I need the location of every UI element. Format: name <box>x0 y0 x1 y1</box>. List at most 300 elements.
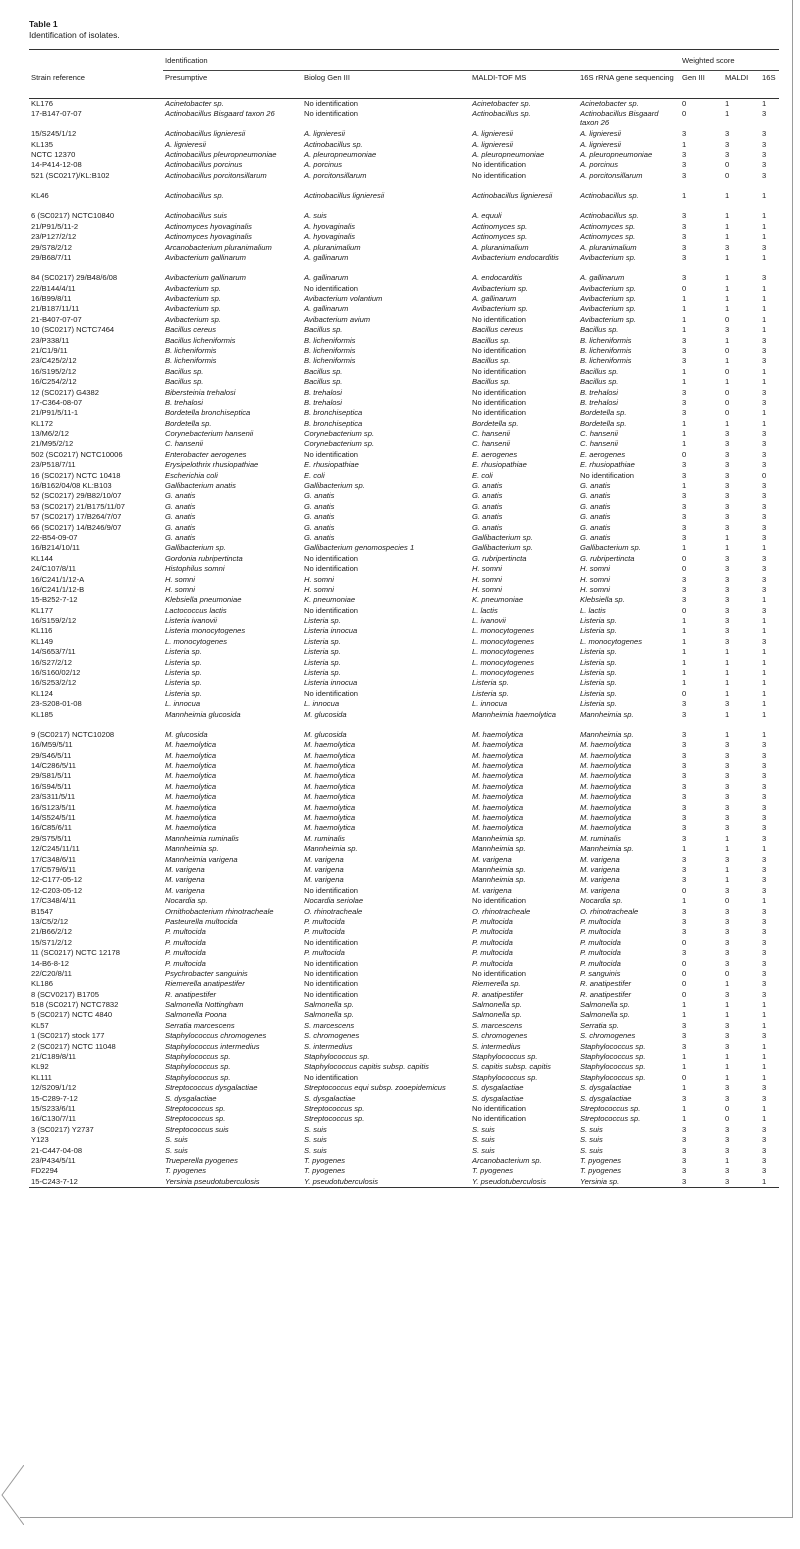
biolog-cell: G. anatis <box>304 532 335 542</box>
table-row <box>29 792 779 802</box>
sequencing-cell: A. pleuropneumoniae <box>580 149 653 159</box>
gen3-score-cell: 3 <box>682 916 687 926</box>
biolog-cell: G. anatis <box>304 491 335 501</box>
maldi-cell: No identification <box>472 160 527 170</box>
biolog-cell: M. haemolytica <box>304 802 356 812</box>
biolog-cell: M. varigena <box>304 854 344 864</box>
sequencing-cell: G. anatis <box>580 512 611 522</box>
maldi-score-cell: 3 <box>725 781 730 791</box>
gen3-score-cell: 3 <box>682 211 687 221</box>
strain-cell: 521 (SC0217)/KL:B102 <box>31 170 110 180</box>
sequencing-cell: Listeria sp. <box>580 647 617 657</box>
16s-score-cell: 3 <box>762 916 767 926</box>
table-row <box>29 336 779 346</box>
presumptive-cell: G. anatis <box>165 532 196 542</box>
16s-score-cell: 1 <box>762 377 767 387</box>
strain-cell: KL172 <box>31 418 53 428</box>
strain-cell: KL176 <box>31 99 53 108</box>
maldi-score-cell: 1 <box>725 844 730 854</box>
table-row <box>29 315 779 325</box>
biolog-cell: M. varigena <box>304 875 344 885</box>
maldi-cell: G. anatis <box>472 501 503 511</box>
presumptive-cell: Avibacterium sp. <box>165 283 221 293</box>
strain-cell: 29/S46/5/11 <box>31 750 72 760</box>
presumptive-cell: Actinobacillus porcinus <box>165 160 243 170</box>
strain-cell: KL92 <box>31 1062 49 1072</box>
16s-score-cell: 3 <box>762 160 767 170</box>
table-row <box>29 284 779 294</box>
gen3-score-cell: 3 <box>682 387 687 397</box>
biolog-cell: M. haemolytica <box>304 750 356 760</box>
gen3-score-cell: 0 <box>682 688 687 698</box>
sequencing-cell: Listeria sp. <box>580 688 617 698</box>
biolog-cell: Salmonella sp. <box>304 1010 354 1020</box>
gen3-score-cell: 3 <box>682 273 687 283</box>
sequencing-cell: G. rubripertincta <box>580 553 635 563</box>
16s-score-cell: 3 <box>762 864 767 874</box>
16s-score-cell: 3 <box>762 968 767 978</box>
gen3-score-cell: 0 <box>682 958 687 968</box>
presumptive-cell: Bordetella bronchiseptica <box>165 408 251 418</box>
table-row <box>29 751 779 761</box>
presumptive-cell: G. anatis <box>165 512 196 522</box>
strain-cell: 16/S159/2/12 <box>31 616 77 626</box>
strain-cell: 16/C130/7/11 <box>31 1114 77 1124</box>
maldi-score-cell: 3 <box>725 605 730 615</box>
table-row <box>29 1073 779 1083</box>
table-row <box>29 1031 779 1041</box>
gen3-score-cell: 3 <box>682 232 687 242</box>
strain-cell: 22/B144/4/11 <box>31 283 76 293</box>
16s-score-cell: 3 <box>762 491 767 501</box>
maldi-score-cell: 3 <box>725 1041 730 1051</box>
table-row <box>29 730 779 740</box>
gen3-score-cell: 1 <box>682 304 687 314</box>
maldi-score-cell: 3 <box>725 595 730 605</box>
maldi-score-cell: 3 <box>725 1093 730 1103</box>
gen3-score-cell: 3 <box>682 501 687 511</box>
16s-score-cell: 3 <box>762 636 767 646</box>
maldi-score-cell: 0 <box>725 387 730 397</box>
presumptive-cell: G. anatis <box>165 491 196 501</box>
biolog-cell: M. haemolytica <box>304 792 356 802</box>
16s-score-cell: 3 <box>762 1031 767 1041</box>
presumptive-cell: Staphylococcus intermedius <box>165 1041 260 1051</box>
maldi-cell: A. gallinarum <box>472 293 517 303</box>
gen3-score-cell: 0 <box>682 968 687 978</box>
maldi-cell: E. rhusiopathiae <box>472 460 527 470</box>
strain-cell: 8 (SCV0217) B1705 <box>31 989 99 999</box>
table-row <box>29 460 779 470</box>
presumptive-cell: C. hansenii <box>165 439 203 449</box>
maldi-cell: K. pneumoniae <box>472 595 524 605</box>
maldi-score-cell: 3 <box>725 1135 730 1145</box>
biolog-cell: T. pyogenes <box>304 1166 346 1176</box>
biolog-cell: Listeria sp. <box>304 616 341 626</box>
maldi-score-cell: 3 <box>725 470 730 480</box>
biolog-cell: No identification <box>304 968 359 978</box>
gen3-score-cell: 3 <box>682 1135 687 1145</box>
maldi-cell: Staphylococcus sp. <box>472 1052 538 1062</box>
gen3-score-cell: 1 <box>682 191 687 201</box>
maldi-cell: No identification <box>472 1103 527 1113</box>
16s-score-cell: 3 <box>762 460 767 470</box>
strain-cell: NCTC 12370 <box>31 149 76 159</box>
presumptive-cell: Avibacterium sp. <box>165 314 221 324</box>
presumptive-cell: M. haemolytica <box>165 771 217 781</box>
presumptive-cell: Staphylococcus sp. <box>165 1062 231 1072</box>
16s-score-cell: 3 <box>762 356 767 366</box>
strain-cell: 17-B147-07-07 <box>31 108 82 118</box>
maldi-cell: No identification <box>472 366 527 376</box>
16s-score-cell: 3 <box>762 139 767 149</box>
16s-score-cell: 1 <box>762 1052 767 1062</box>
presumptive-cell: M. haemolytica <box>165 740 217 750</box>
maldi-cell: P. multocida <box>472 958 513 968</box>
gen3-score-cell: 3 <box>682 948 687 958</box>
gen3-score-cell: 3 <box>682 408 687 418</box>
presumptive-cell: Yersinia pseudotuberculosis <box>165 1176 260 1186</box>
maldi-cell: Salmonella sp. <box>472 1010 522 1020</box>
16s-score-cell: 1 <box>762 896 767 906</box>
16s-score-cell: 3 <box>762 397 767 407</box>
maldi-score-cell: 3 <box>725 1145 730 1155</box>
presumptive-cell: Mannheimia sp. <box>165 844 219 854</box>
maldi-cell: No identification <box>472 345 527 355</box>
maldi-score-cell: 3 <box>725 584 730 594</box>
gen3-score-cell: 0 <box>682 989 687 999</box>
presumptive-cell: Bacillus sp. <box>165 377 204 387</box>
biolog-cell: Gallibacterium genomospecies 1 <box>304 543 415 553</box>
16s-score-cell: 1 <box>762 252 767 262</box>
strain-cell: 13/M6/2/12 <box>31 429 69 439</box>
16s-score-cell: 3 <box>762 532 767 542</box>
maldi-score-cell: 1 <box>725 191 730 201</box>
maldi-score-cell: 3 <box>725 449 730 459</box>
maldi-cell: Listeria sp. <box>472 688 509 698</box>
16s-score-cell: 3 <box>762 948 767 958</box>
maldi-cell: M. haemolytica <box>472 761 524 771</box>
gen3-score-cell: 1 <box>682 1114 687 1124</box>
presumptive-cell: Staphylococcus sp. <box>165 1052 231 1062</box>
gen3-score-cell: 1 <box>682 657 687 667</box>
strain-cell: 29/S78/2/12 <box>31 242 72 252</box>
16s-score-cell: 3 <box>762 802 767 812</box>
strain-cell: 16/S195/2/12 <box>31 366 77 376</box>
16s-score-cell: 3 <box>762 927 767 937</box>
presumptive-cell: Gallibacterium anatis <box>165 481 236 491</box>
biolog-cell: B. licheniformis <box>304 335 356 345</box>
sequencing-cell: M. haemolytica <box>580 740 632 750</box>
gen3-score-cell: 3 <box>682 813 687 823</box>
16s-score-cell: 3 <box>762 875 767 885</box>
strain-cell: B1547 <box>31 906 53 916</box>
table-row <box>29 668 779 678</box>
biolog-cell: B. bronchiseptica <box>304 418 363 428</box>
presumptive-cell: T. pyogenes <box>165 1166 207 1176</box>
strain-cell: 15-C243-7-12 <box>31 1176 78 1186</box>
maldi-cell: M. varigena <box>472 885 512 895</box>
sequencing-cell: G. anatis <box>580 532 611 542</box>
table-row <box>29 211 779 221</box>
table-row <box>29 844 779 854</box>
maldi-score-cell: 0 <box>725 896 730 906</box>
presumptive-cell: Staphylococcus sp. <box>165 1072 231 1082</box>
biolog-cell: A. porcinus <box>304 160 342 170</box>
table-row <box>29 575 779 585</box>
16s-score-cell: 1 <box>762 688 767 698</box>
table-row <box>29 606 779 616</box>
maldi-cell: No identification <box>472 170 527 180</box>
sequencing-cell: Avibacterium sp. <box>580 314 636 324</box>
table-row <box>29 171 779 191</box>
gen3-score-cell: 0 <box>682 885 687 895</box>
strain-cell: 21/M95/2/12 <box>31 439 74 449</box>
presumptive-cell: Enterobacter aerogenes <box>165 449 247 459</box>
sequencing-cell: Bordetella sp. <box>580 418 627 428</box>
table-row <box>29 140 779 150</box>
biolog-cell: Nocardia seriolae <box>304 896 364 906</box>
gen3-score-cell: 3 <box>682 740 687 750</box>
header-group-identification: Identification <box>163 50 680 71</box>
biolog-cell: M. haemolytica <box>304 771 356 781</box>
16s-score-cell: 1 <box>762 232 767 242</box>
biolog-cell: B. trehalosi <box>304 397 342 407</box>
sequencing-cell: G. anatis <box>580 501 611 511</box>
maldi-cell: Listeria sp. <box>472 678 509 688</box>
maldi-score-cell: 3 <box>725 564 730 574</box>
gen3-score-cell: 1 <box>682 678 687 688</box>
table-row <box>29 377 779 387</box>
table-row <box>29 595 779 605</box>
maldi-cell: Avibacterium sp. <box>472 304 528 314</box>
strain-cell: 24/C107/8/11 <box>31 564 77 574</box>
table-row <box>29 616 779 626</box>
strain-cell: 21/P91/5/11-2 <box>31 221 79 231</box>
16s-score-cell: 1 <box>762 1114 767 1124</box>
table-row <box>29 481 779 491</box>
table-row <box>29 990 779 1000</box>
gen3-score-cell: 0 <box>682 108 687 118</box>
gen3-score-cell: 1 <box>682 626 687 636</box>
presumptive-cell: Mannheimia varigena <box>165 854 238 864</box>
table-row <box>29 658 779 668</box>
16s-score-cell: 1 <box>762 699 767 709</box>
biolog-cell: H. somni <box>304 574 334 584</box>
16s-score-cell: 3 <box>762 1135 767 1145</box>
biolog-cell: Streptococcus sp. <box>304 1114 365 1124</box>
16s-score-cell: 3 <box>762 481 767 491</box>
gen3-score-cell: 1 <box>682 366 687 376</box>
presumptive-cell: Listeria sp. <box>165 678 202 688</box>
presumptive-cell: Nocardia sp. <box>165 896 208 906</box>
maldi-cell: H. somni <box>472 584 502 594</box>
maldi-score-cell: 3 <box>725 1083 730 1093</box>
sequencing-cell: Acinetobacter sp. <box>580 99 639 108</box>
maldi-score-cell: 1 <box>725 99 730 108</box>
sequencing-cell: P. sanguinis <box>580 968 621 978</box>
gen3-score-cell: 1 <box>682 418 687 428</box>
sequencing-cell: Avibacterium sp. <box>580 283 636 293</box>
sequencing-cell: Mannheimia sp. <box>580 729 634 739</box>
16s-score-cell: 1 <box>762 314 767 324</box>
biolog-cell: M. haemolytica <box>304 740 356 750</box>
sequencing-cell: L. monocytogenes <box>580 636 643 646</box>
16s-score-cell: 3 <box>762 170 767 180</box>
table-caption <box>29 19 120 41</box>
16s-score-cell: 3 <box>762 605 767 615</box>
maldi-score-cell: 3 <box>725 761 730 771</box>
16s-score-cell: 3 <box>762 522 767 532</box>
strain-cell: 5 (SC0217) NCTC 4840 <box>31 1010 113 1020</box>
table-row <box>29 917 779 927</box>
table-row <box>29 408 779 418</box>
strain-cell: 17/C579/6/11 <box>31 864 77 874</box>
16s-score-cell: 3 <box>762 854 767 864</box>
biolog-cell: Corynebacterium sp. <box>304 429 375 439</box>
sequencing-cell: S. dysgalactiae <box>580 1083 632 1093</box>
strain-cell: 15/S245/1/12 <box>31 129 77 139</box>
presumptive-cell: Actinobacillus lignieresii <box>165 129 246 139</box>
maldi-cell: P. multocida <box>472 916 513 926</box>
table-row <box>29 782 779 792</box>
maldi-score-cell: 3 <box>725 149 730 159</box>
biolog-cell: No identification <box>304 564 359 574</box>
maldi-cell: M. haemolytica <box>472 802 524 812</box>
biolog-cell: No identification <box>304 885 359 895</box>
maldi-cell: Gallibacterium sp. <box>472 543 533 553</box>
sequencing-cell: M. varigena <box>580 885 620 895</box>
maldi-cell: A. lignieresii <box>472 129 513 139</box>
table-row <box>29 388 779 398</box>
sequencing-cell: M. haemolytica <box>580 802 632 812</box>
16s-score-cell: 1 <box>762 366 767 376</box>
maldi-cell: P. multocida <box>472 927 513 937</box>
16s-score-cell: 3 <box>762 512 767 522</box>
maldi-cell: Bacillus sp. <box>472 377 511 387</box>
16s-score-cell: 3 <box>762 449 767 459</box>
16s-score-cell: 3 <box>762 439 767 449</box>
gen3-score-cell: 3 <box>682 242 687 252</box>
maldi-score-cell: 1 <box>725 293 730 303</box>
table-row <box>29 626 779 636</box>
16s-score-cell: 1 <box>762 1020 767 1030</box>
header-16s-sequencing: 16S rRNA gene sequencing <box>580 73 674 82</box>
sequencing-cell: T. pyogenes <box>580 1155 622 1165</box>
presumptive-cell: M. haemolytica <box>165 781 217 791</box>
maldi-score-cell: 3 <box>725 491 730 501</box>
16s-score-cell: 3 <box>762 1145 767 1155</box>
16s-score-cell: 1 <box>762 729 767 739</box>
biolog-cell: No identification <box>304 605 359 615</box>
table-row <box>29 678 779 688</box>
gen3-score-cell: 3 <box>682 512 687 522</box>
strain-cell: 53 (SC0217) 21/B175/11/07 <box>31 501 126 511</box>
16s-score-cell: 3 <box>762 1083 767 1093</box>
presumptive-cell: Histophilus somni <box>165 564 225 574</box>
16s-score-cell: 3 <box>762 833 767 843</box>
sequencing-cell: M. ruminalis <box>580 833 621 843</box>
strain-cell: 16/S160/02/12 <box>31 668 81 678</box>
strain-cell: 29/S75/5/11 <box>31 833 72 843</box>
presumptive-cell: M. varigena <box>165 864 205 874</box>
maldi-cell: Actinobacillus sp. <box>472 108 531 118</box>
strain-cell: 21/C1/9/11 <box>31 345 68 355</box>
sequencing-cell: Listeria sp. <box>580 668 617 678</box>
16s-score-cell: 3 <box>762 345 767 355</box>
presumptive-cell: Bacillus cereus <box>165 325 217 335</box>
sequencing-cell: Salmonella sp. <box>580 1010 630 1020</box>
maldi-cell: Arcanobacterium sp. <box>472 1155 542 1165</box>
table-row <box>29 543 779 553</box>
presumptive-cell: M. haemolytica <box>165 802 217 812</box>
biolog-cell: M. haemolytica <box>304 813 356 823</box>
sequencing-cell: E. aerogenes <box>580 449 626 459</box>
maldi-score-cell: 3 <box>725 750 730 760</box>
sequencing-cell: B. trehalosi <box>580 387 618 397</box>
strain-cell: 6 (SC0217) NCTC10840 <box>31 211 115 221</box>
maldi-score-cell: 3 <box>725 512 730 522</box>
presumptive-cell: H. somni <box>165 584 195 594</box>
table-row <box>29 1052 779 1062</box>
maldi-score-cell: 3 <box>725 699 730 709</box>
table-title: Identification of isolates. <box>29 30 120 40</box>
strain-cell: 10 (SC0217) NCTC7464 <box>31 325 115 335</box>
table-row <box>29 502 779 512</box>
biolog-cell: Actinobacillus lignieresii <box>304 191 385 201</box>
strain-cell: 15/S233/6/11 <box>31 1103 76 1113</box>
16s-score-cell: 3 <box>762 958 767 968</box>
presumptive-cell: R. anatipestifer <box>165 989 217 999</box>
strain-cell: 3 (SC0217) Y2737 <box>31 1124 94 1134</box>
presumptive-cell: Listeria sp. <box>165 668 202 678</box>
header-biolog: Biolog Gen III <box>304 73 351 82</box>
table-row <box>29 273 779 283</box>
16s-score-cell: 3 <box>762 740 767 750</box>
presumptive-cell: P. multocida <box>165 937 206 947</box>
table-row <box>29 1166 779 1176</box>
strain-cell: 16 (SC0217) NCTC 10418 <box>31 470 121 480</box>
sequencing-cell: P. multocida <box>580 927 621 937</box>
presumptive-cell: Avibacterium gallinarum <box>165 252 246 262</box>
maldi-cell: A. pluranimalium <box>472 242 529 252</box>
16s-score-cell: 1 <box>762 191 767 201</box>
gen3-score-cell: 3 <box>682 129 687 139</box>
strain-cell: 29/B68/7/11 <box>31 252 72 262</box>
maldi-cell: M. haemolytica <box>472 729 524 739</box>
sequencing-cell: M. haemolytica <box>580 813 632 823</box>
gen3-score-cell: 1 <box>682 439 687 449</box>
biolog-cell: Staphylococcus sp. <box>304 1052 370 1062</box>
maldi-cell: A. endocarditis <box>472 273 523 283</box>
table-row <box>29 699 779 709</box>
table-row <box>29 1021 779 1031</box>
maldi-cell: Actinomyces sp. <box>472 232 528 242</box>
table-row <box>29 325 779 335</box>
maldi-score-cell: 3 <box>725 1166 730 1176</box>
16s-score-cell: 3 <box>762 906 767 916</box>
table-label: Table 1 <box>29 19 58 29</box>
16s-score-cell: 1 <box>762 99 767 108</box>
maldi-score-cell: 1 <box>725 647 730 657</box>
maldi-score-cell: 3 <box>725 522 730 532</box>
presumptive-cell: Bacillus licheniformis <box>165 335 236 345</box>
presumptive-cell: Actinobacillus Bisgaard taxon 26 <box>165 108 275 118</box>
biolog-cell: S. chromogenes <box>304 1031 360 1041</box>
strain-cell: 2 (SC0217) NCTC 11048 <box>31 1041 116 1051</box>
16s-score-cell: 1 <box>762 1010 767 1020</box>
strain-cell: 16/S253/2/12 <box>31 678 77 688</box>
